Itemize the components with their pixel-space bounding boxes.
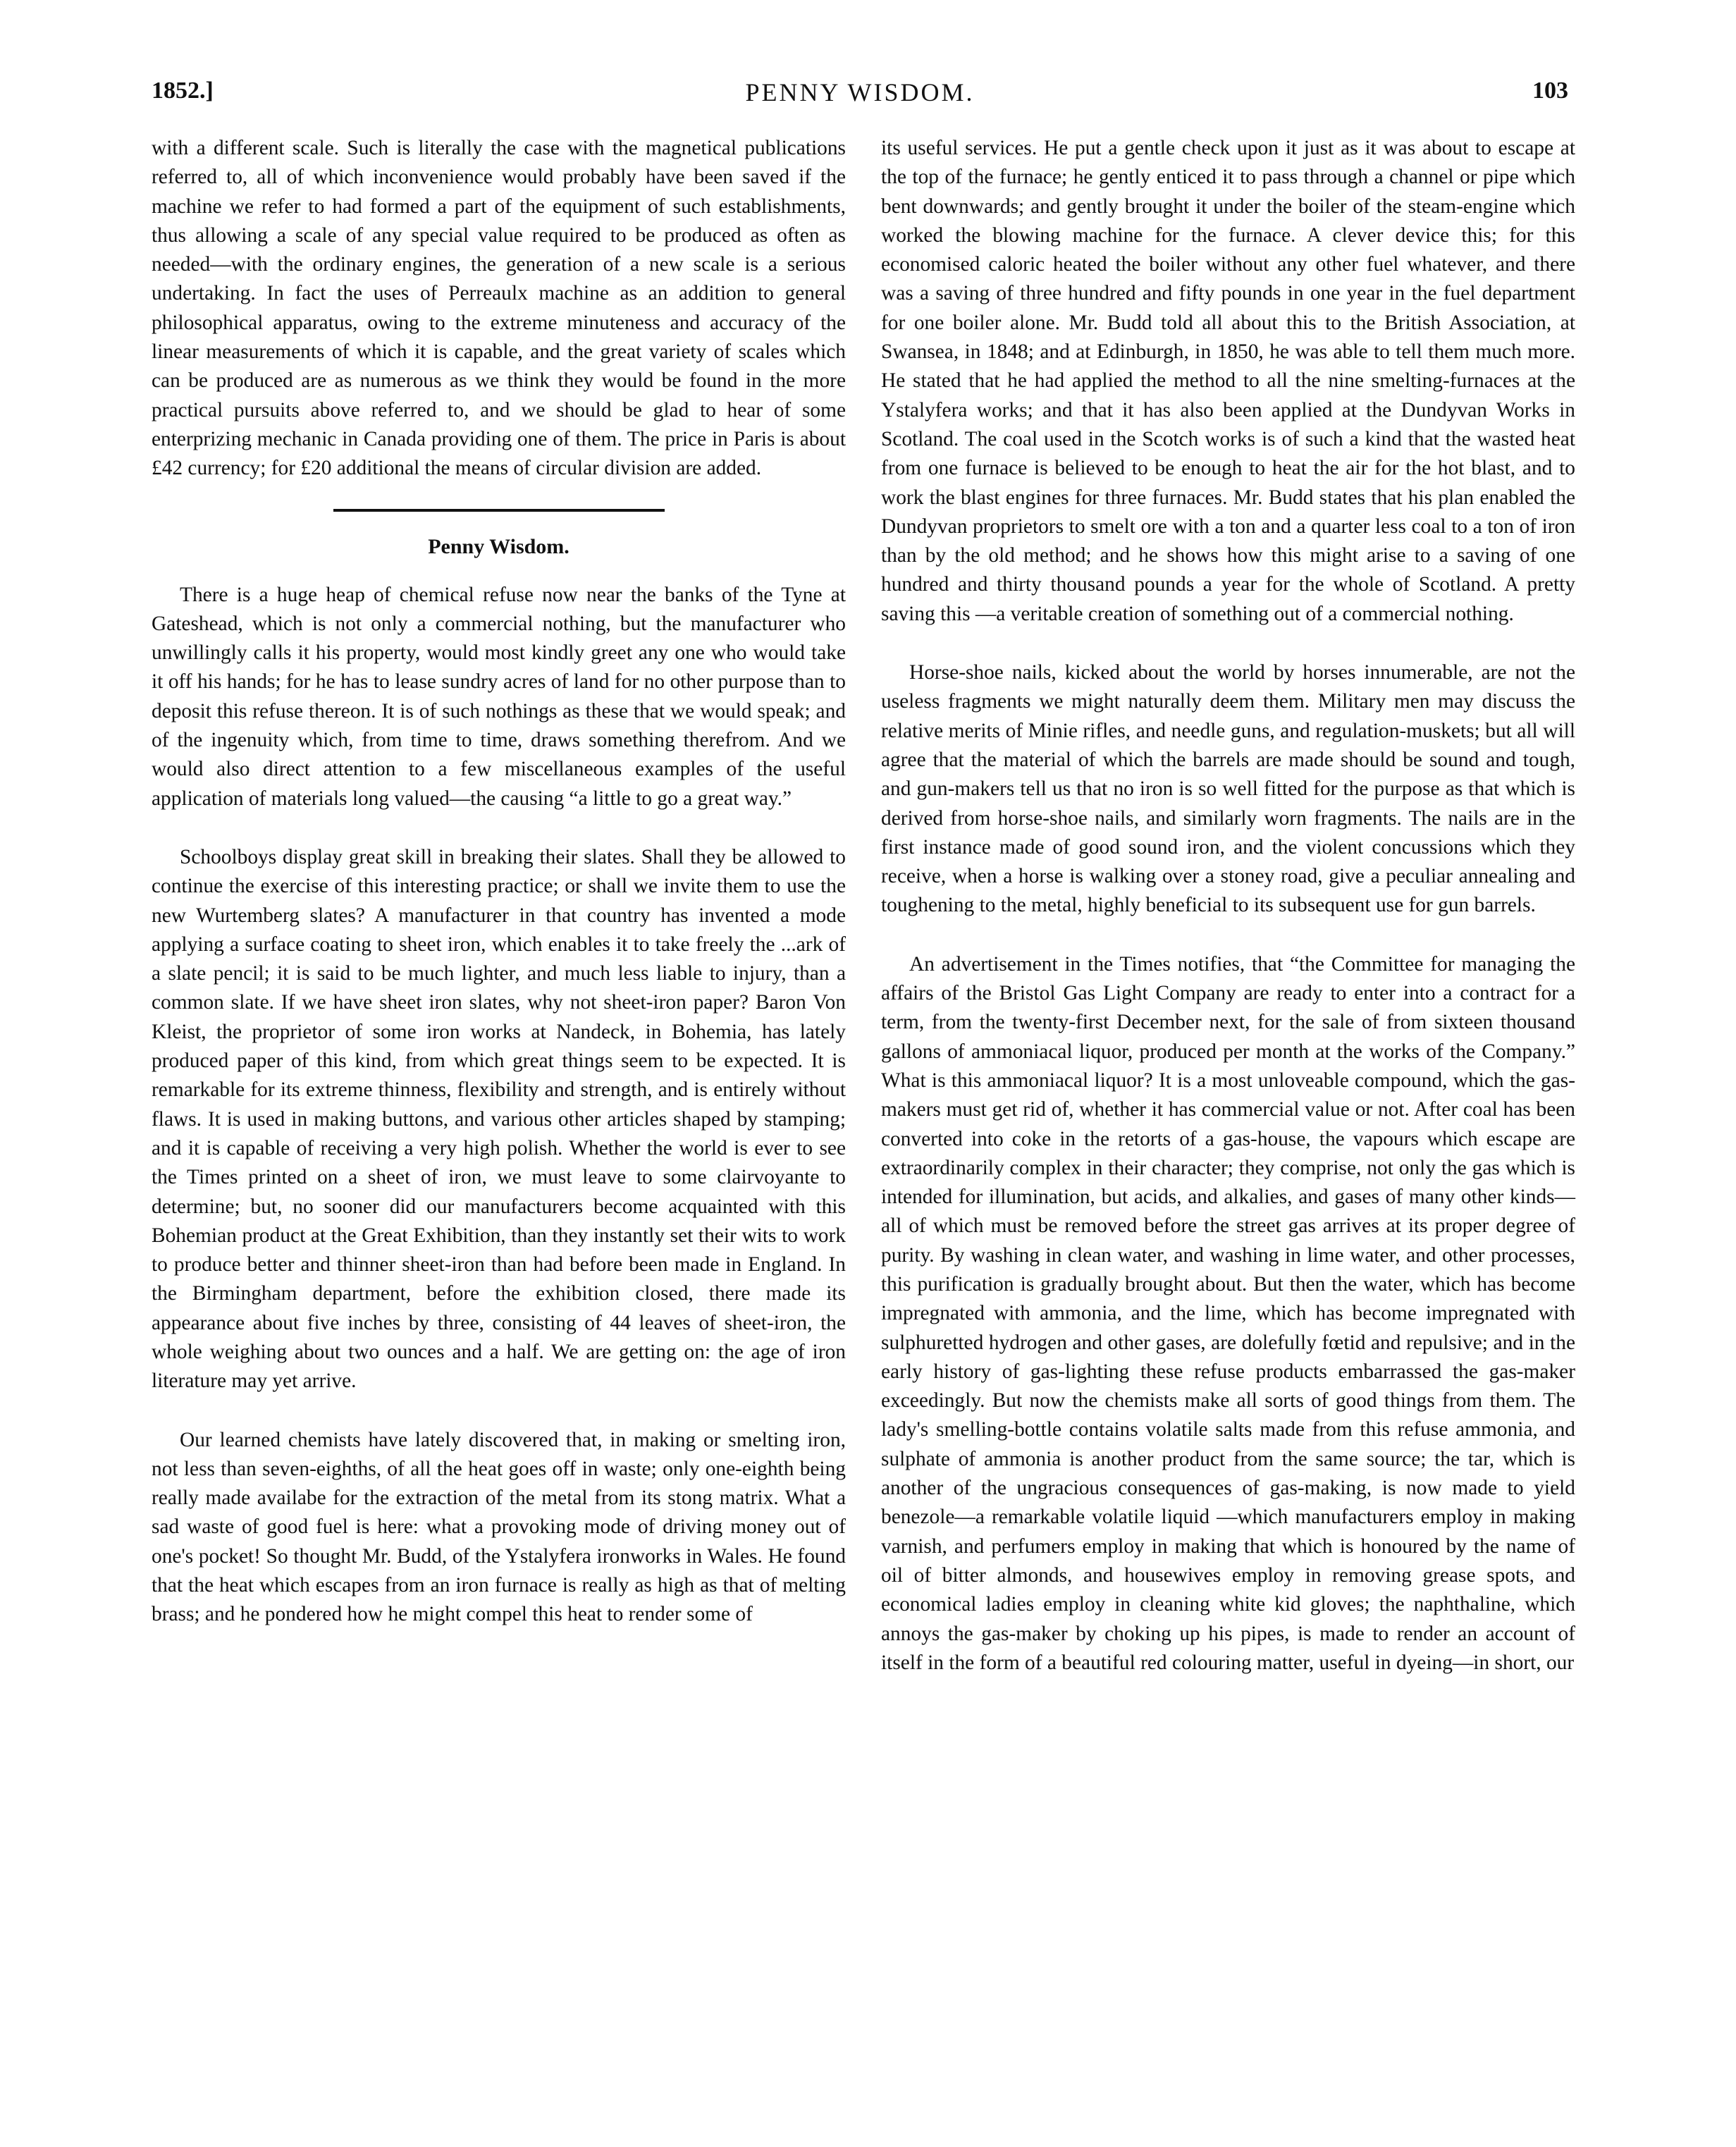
right-column [881, 134, 1575, 1678]
paragraph: Schoolboys display great skill in breaking their slates. Shall they be allowed to continue the exercise of this interesting practice; or shall we invite them to use the new Wurtemberg slates? A manufacturer in that country has invented a mode applying a surface coating to sheet iron, which enables it to take freely the ...ark of a slate pencil; it is said to be much lighter, and much less liable to injury, than a common slate. If we have sheet iron slates, why not sheet-iron paper? Baron Von Kleist, the proprietor of some iron works at Nandeck, in Bohemia, has lately produced paper of this kind, from which great things seem to be expected. It is remarkable for its extreme thinness, flexibility and strength, and is entirely without flaws. It is used in making buttons, and various other articles shaped by stamping; and it is capable of receiving a very high polish. Whether the world is ever to see the Times printed on a sheet of iron, we must leave to some clairvoyante to determine; but, no sooner did our manufacturers become acquainted with this Bohemian product at the Great Exhibition, than they instantly set their wits to work to produce better and thinner sheet-iron than had before been made in England. In the Birmingham department, before the exhibition closed, there made its appearance about five inches by three, consisting of 44 leaves of sheet-iron, the whole weighing about two ounces and a half. We are getting on: the age of iron literature may yet arrive. [152, 845, 846, 1393]
page-number: 103 [1532, 78, 1568, 104]
paragraph: There is a huge heap of chemical refuse now near the banks of the Tyne at Gateshead, which is not only a commercial nothing, but the manufacturer who unwillingly calls it his property, would most kindly greet any one who would take it off his hands; for he has to lease sundry acres of land for no other purpose than to deposit this refuse thereon. It is of such nothings as these that we would speak; and of the ingenuity which, from time to time, draws something therefrom. And we would also direct attention to a few miscellaneous examples of the useful application of materials long valued—the causing “a little to go a great way.” [152, 583, 846, 810]
paragraph: An advertisement in the Times notifies, that “the Committee for managing the affairs of the Bristol Gas Light Company are ready to enter into a contract for a term, from the twenty-first December next, for the sale of from sixteen thousand gallons of ammoniacal liquor, produced per month at the works of the Company.” What is this ammoniacal liquor? It is a most unloveable compound, which the gas-makers must get rid of, whether it has commercial value or not. After coal has been converted into coke in the retorts of a gas-house, the vapours which escape are extraordinarily complex in their character; they comprise, not only the gas which is intended for illumination, but acids, and alkalies, and gases of many other kinds—all of which must be removed before the street gas arrives at its proper degree of purity. By washing in clean water, and washing in lime water, and other processes, this purification is gradually brought about. But then the water, which has become impregnated with ammonia, and the lime, which has become impregnated with sulphuretted hydrogen and other gases, are dolefully fœtid and repulsive; and in the early history of gas-lighting these refuse products embarrassed the gas-maker exceedingly. But now the chemists make all sorts of good things from them. The lady's smelling-bottle contains volatile salts made from this refuse ammonia, and sulphate of ammonia is another product from the same source; the tar, which is another of the ungracious consequences of gas-making, is now made to yield benezole—a remarkable volatile liquid —which manufacturers employ in making varnish, and perfumers employ in making that which is honoured by the name of oil of bitter almonds, and housewives employ in removing grease spots, and economical ladies employ in cleaning white kid gloves; the naphthaline, which annoys the gas-maker by choking up his pipes, is made to render an account of itself in the form of a beautiful red colouring matter, useful in dyeing—in short, our [881, 952, 1575, 1674]
paragraph: its useful services. He put a gentle check upon it just as it was about to escape at the top of the furnace; he gently enticed it to pass through a channel or pipe which bent downwards; and gently brought it under the boiler of the steam-engine which worked the blowing machine for the furnace. A clever device this; for this economised caloric heated the boiler without any other fuel whatever, and there was a saving of three hundred and fifty pounds in one year in the fuel department for one boiler alone. Mr. Budd told all about this to the British Association, at Swansea, in 1848; and at Edinburgh, in 1850, he was able to tell them much more. He stated that he had applied the method to all the nine smelting-furnaces at the Ystalyfera works; and that it has also been applied at the Dundyvan Works in Scotland. The coal used in the Scotch works is of such a kind that the wasted heat from one furnace is believed to be enough to heat the air for the hot blast, and to work the blast engines for three furnaces. Mr. Budd states that his plan enabled the Dundyvan proprietors to smelt ore with a ton and a quarter less coal to a ton of iron than by the old method; and he shows how this might arise to a saving of one hundred and thirty thousand pounds a year for the whole of Scotland. A pretty saving this —a veritable creation of something out of a commercial nothing. [881, 137, 1575, 625]
header-title: PENNY WISDOM. [745, 78, 975, 106]
paragraph: Our learned chemists have lately discovered that, in making or smelting iron, not less than seven-eighths, of all the heat goes off in waste; only one-eighth being really made availabe for the extraction of the metal from its stong matrix. What a sad waste of good fuel is here: what a provoking mode of driving money out of one's pocket! So thought Mr. Budd, of the Ystalyfera ironworks in Wales. He found that the heat which escapes from an iron furnace is really as high as that of melting brass; and he pondered how he might compel this heat to render some of [152, 1428, 846, 1626]
section-divider [333, 509, 665, 512]
header-year: 1852.] [152, 78, 214, 104]
section-title: Penny Wisdom. [428, 534, 570, 558]
intro-paragraph: with a different scale. Such is literally the case with the magnetical publications referred to, all of which inconvenience would probably have been saved if the machine we refer to had formed a part of the equipment of such establishments, thus allowing a scale of any special value required to be produced as often as needed—with the ordinary engines, the generation of a new scale is a serious undertaking. In fact the uses of Perreaulx machine as an addition to general philosophical apparatus, owing to the extreme minuteness and accuracy of the linear measurements of which it is capable, and the great variety of scales which can be produced are as numerous as we think they would be found in the more practical pursuits above referred to, and we should be glad to hear of some enterprizing mechanic in Canada providing one of them. The price in Paris is about £42 currency; for £20 additional the means of circular division are added. [152, 137, 846, 480]
left-column [152, 134, 846, 1630]
running-head [152, 78, 1568, 120]
paragraph: Horse-shoe nails, kicked about the world by horses innumerable, are not the useless fragments we might naturally deem them. Military men may discuss the relative merits of Minie rifles, and needle guns, and regulation-muskets; but all will agree that the material of which the barrels are made should be sound and tough, and gun-makers tell us that no iron is so well fitted for the purpose as that which is derived from horse-shoe nails, and similarly worn fragments. The nails are in the first instance made of good sound iron, and the violent concussions which they receive, when a horse is walking over a stoney road, give a peculiar annealing and toughening to the metal, highly beneficial to its subsequent use for gun barrels. [881, 661, 1575, 917]
